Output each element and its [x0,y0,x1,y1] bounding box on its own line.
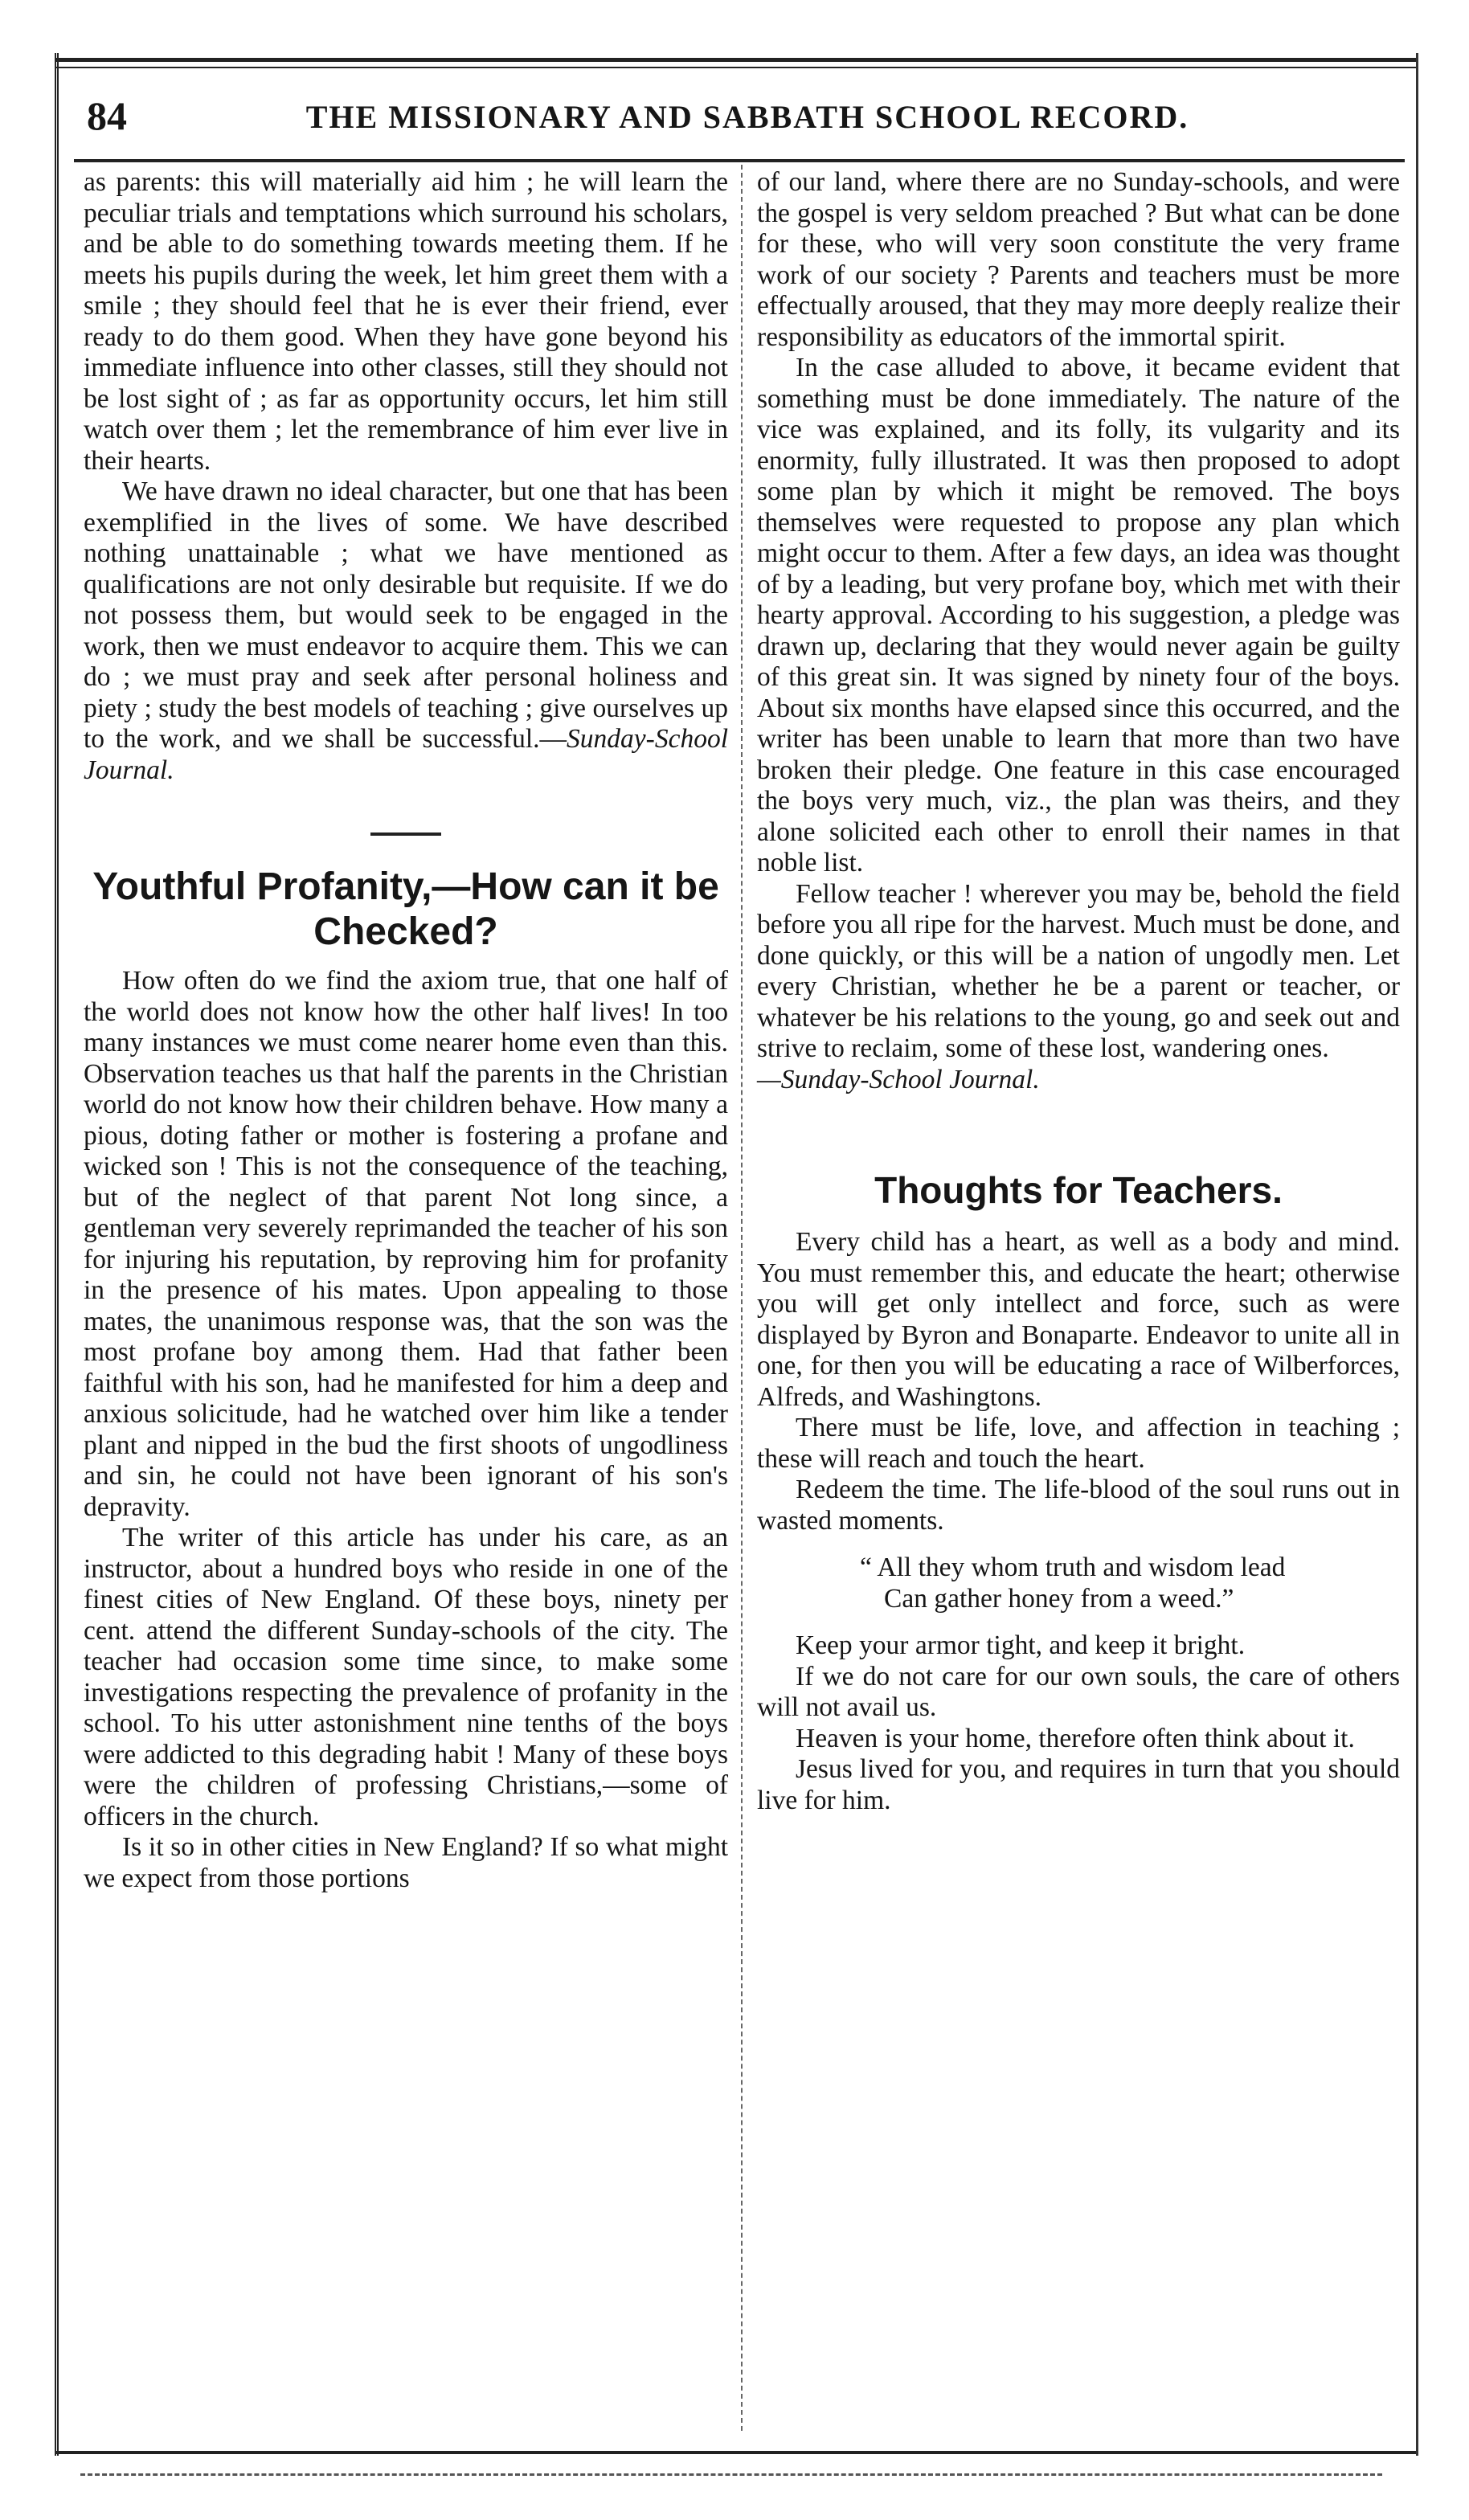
thoughts-paragraph: If we do not care for our own souls, the care of others will not avail us. [757,1661,1400,1722]
thoughts-paragraph: Heaven is your home, therefore often think about it. [796,1723,1355,1753]
article-paragraph: of our land, where there are no Sunday-schools, and were the gospel is very seldom preached ? But what can be done for these, who will very soon constitute the very frame work of our society ? Parents and teachers must be more effectually aroused, that they may more deeply realize their responsibility as educators of the immortal spirit. [757,167,1400,352]
top-double-rule [56,58,1416,68]
continued-paragraph [84,477,728,786]
article-paragraph: Is it so in other cities in New England? If so what might we expect from those portions [84,1832,728,1893]
verse-line: Can gather honey from a weed.” [884,1583,1234,1614]
article-paragraph: In the case alluded to above, it became evident that something must be done immediately. The nature of the vice was explained, and its folly, its vulgarity and its enormity, fully illustrated. It was then proposed to adopt some plan by which it might be removed. The boys themselves were requested to propose any plan which might occur to them. After a few days, an idea was thought of by a leading, but very profane boy, which met with their hearty approval. According to his suggestion, a pledge was drawn up, declaring that they would never again be guilty of this great sin. It was signed by ninety four of the boys. About six months have elapsed since this occurred, and the writer has been unable to learn that more than two have broken their pledge. One feature in this case encouraged the boys very much, viz., the plan was theirs, and they alone solicited each other to enroll their names in that noble list. [757,353,1400,878]
verse-line: “ All they whom truth and wisdom lead [860,1552,1286,1582]
right-border-rule [1416,53,1418,2456]
thoughts-paragraph: There must be life, love, and affection in teaching ; these will reach and touch the heart. [757,1413,1400,1474]
column-divider [741,165,743,2431]
bottom-dashed-rule [80,2473,1382,2476]
article-paragraph: How often do we find the axiom true, that one half of the world does not know how the other half lives! In too many instances we must come nearer home even than this. Observation teaches us that half the parents in the Christian world do not know how their children behave. How many a pious, doting father or mother is fostering a profane and wicked son ! This is not the consequence of the teaching, but of the neglect of that parent Not long since, a gentleman very severely reprimanded the teacher of his son for injuring his reputation, by reproving him for profanity in the presence of his mates. Upon appealing to those mates, the unanimous response was, that the son was the most profane boy among them. Had that father been faithful with his son, had he manifested for him a deep and anxious solicitude, had he watched over him like a tender plant and nipped in the bud the first shoots of ungodliness and sin, he could not have been ignorant of his son's depravity. [84,966,728,1522]
right-column [757,167,1400,1816]
article-title: Youthful Profanity,—How can it be Checked? [92,865,719,953]
header-underline-rule [74,159,1405,162]
left-column [84,167,728,1894]
continued-paragraph: as parents: this will materially aid him ; he will learn the peculiar trials and temptations which surround his scholars, and be able to do something towards meeting them. If he meets his pupils during the week, let him greet them with a smile ; they should feel that he is ever their friend, ever ready to do them good. When they have gone beyond his immediate influence into other classes, still they should not be lost sight of ; as far as opportunity occurs, let him still watch over them ; let the remembrance of him ever live in their hearts. [84,167,728,476]
running-title: THE MISSIONARY AND SABBATH SCHOOL RECORD. [305,99,1189,135]
bottom-rule [56,2451,1416,2454]
article-source: —Sunday-School Journal. [757,1064,1040,1094]
thoughts-paragraph: Every child has a heart, as well as a body and mind. You must remember this, and educate the heart; otherwise you will get only intellect and force, such as were displayed by Byron and Bonaparte. Endeavor to unite all in one, for then you will be educating a race of Wilberforces, Alfreds, and Washingtons. [757,1227,1400,1412]
thoughts-paragraph: Jesus lived for you, and requires in turn that you should live for him. [757,1754,1400,1815]
article-paragraph: Fellow teacher ! wherever you may be, behold the field before you all ripe for the harvest. Much must be done, and done quickly, or this will be a nation of ungodly men. Let every Christian, whether he be a parent or teacher, or whatever be his relations to the young, go and seek out and strive to reclaim, some of these lost, wandering ones. [757,878,1400,1063]
article-paragraph: The writer of this article has under his care, as an instructor, about a hundred boys who reside in one of the finest cities of New England. Of these boys, ninety per cent. attend the different Sunday-schools of the city. The teacher had occasion some time since, to make some investigations respecting the prevalence of profanity in the school. To his utter astonishment nine tenths of the boys were addicted to this degrading habit ! Many of these boys were the children of professing Christians,—some of officers in the church. [84,1523,728,1831]
thoughts-paragraph: Redeem the time. The life-blood of the soul runs out in wasted moments. [757,1475,1400,1536]
left-border-rule [55,53,59,2456]
thoughts-title: Thoughts for Teachers. [874,1169,1283,1211]
continued-paragraph-text: We have drawn no ideal character, but one that has been exemplified in the lives of some. We have described nothing unattainable ; what we have mentioned as qualifications are not only desirable but requisite. If we do not possess them, but would seek to be engaged in the work, then we must endeavor to acquire them. This we can do ; we must pray and seek after personal holiness and piety ; study the best models of teaching ; give ourselves up to the work, and we shall be successful.— [84,477,728,754]
continued-source: Sunday-School Journal. [84,724,728,785]
page-number: 84 [87,93,127,138]
thoughts-paragraph: Keep your armor tight, and keep it bright. [796,1630,1246,1660]
